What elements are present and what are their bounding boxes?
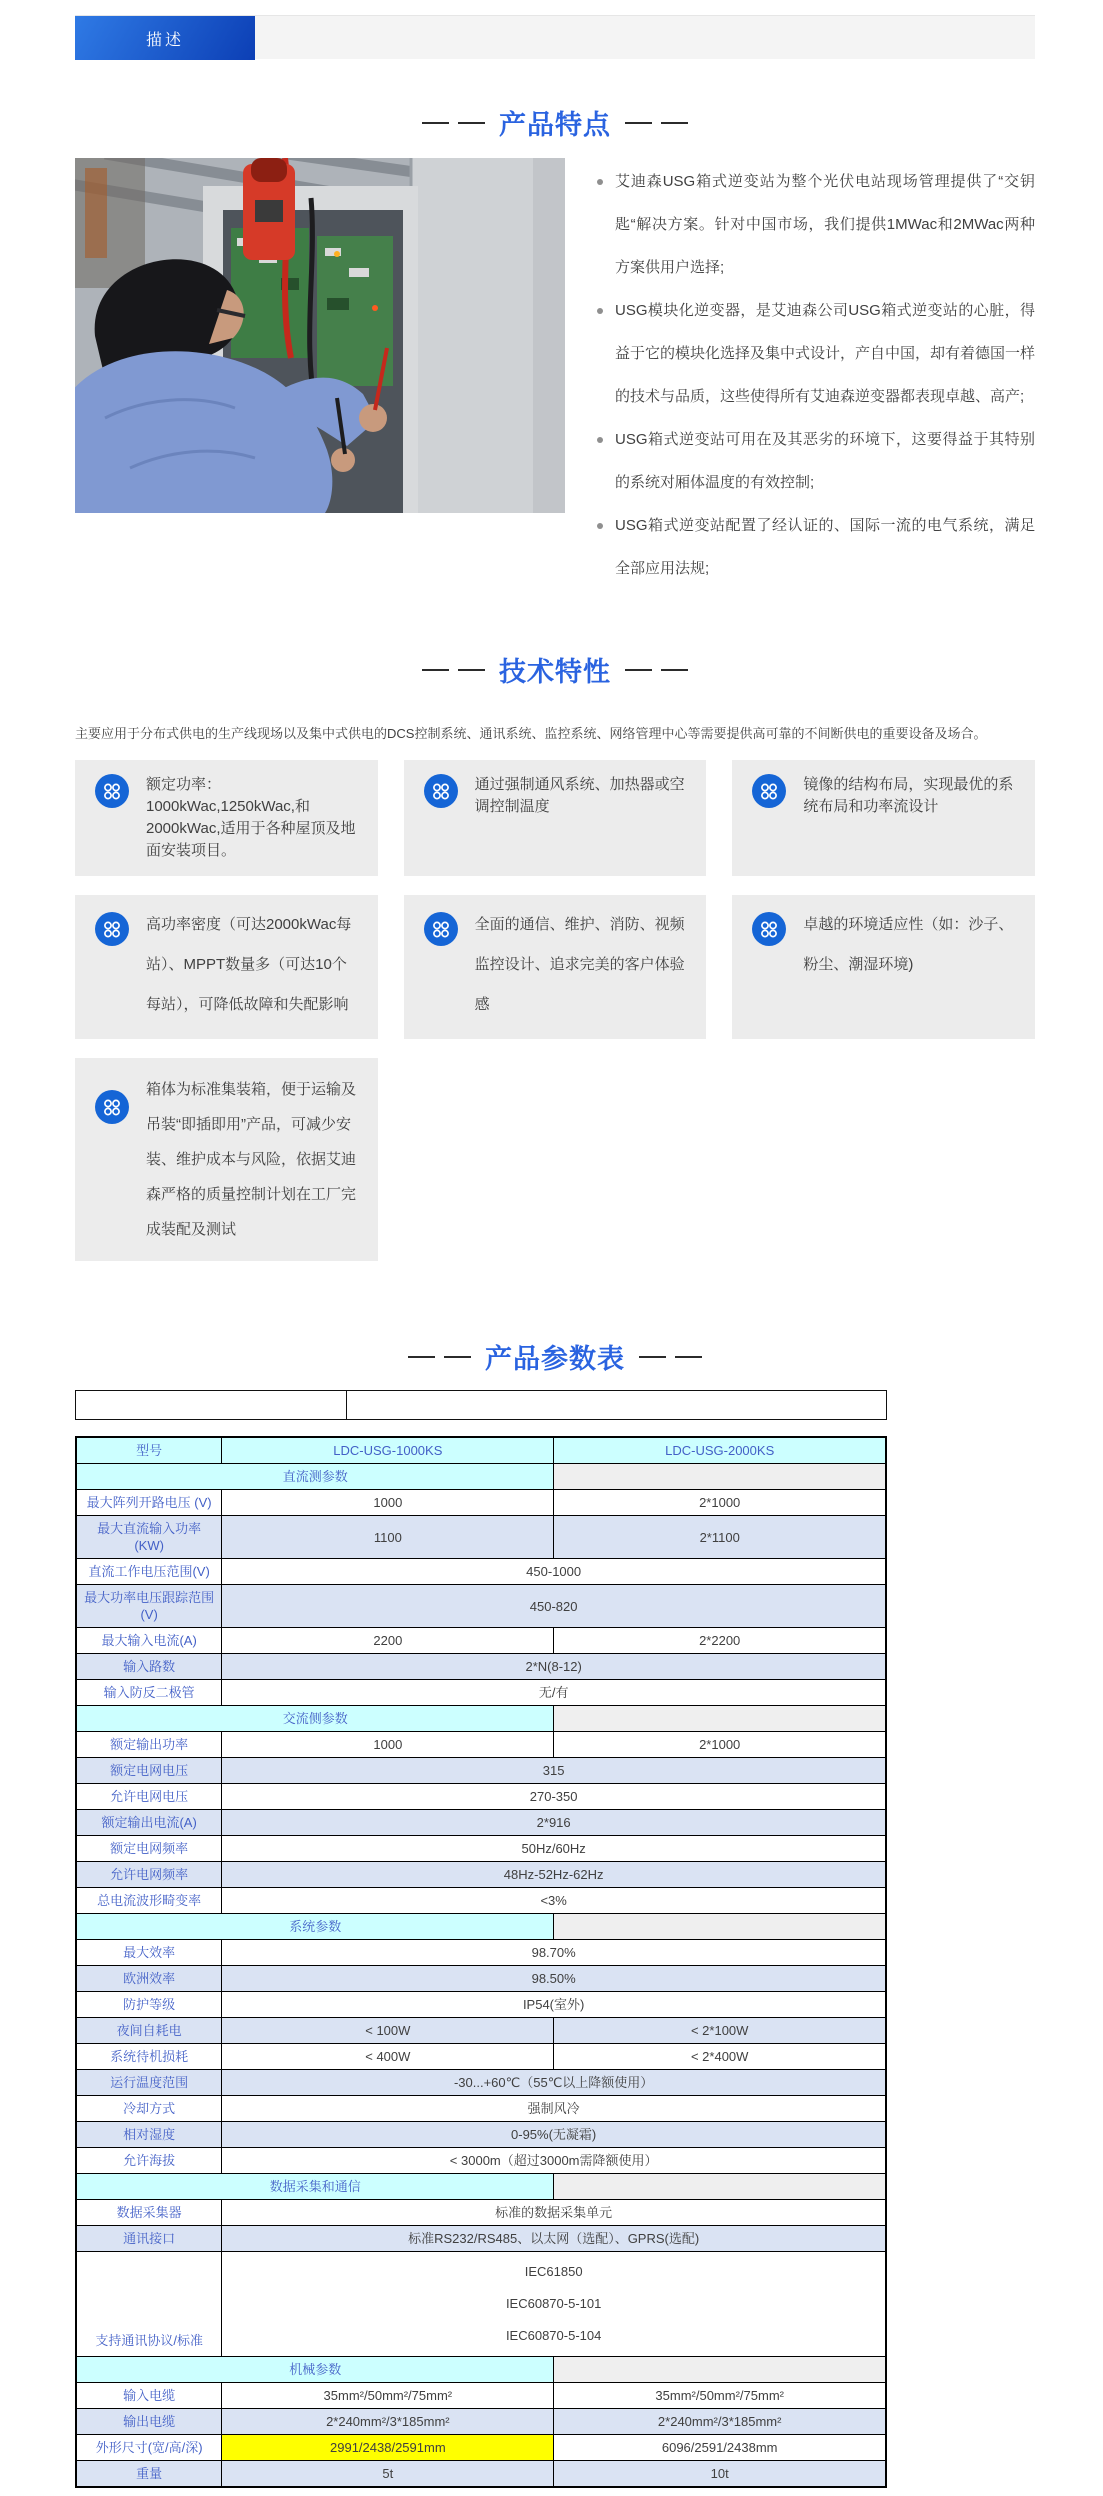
param-row [76,2122,886,2148]
param-row [76,1836,886,1862]
tech-card [404,895,707,1039]
section-empty-cell [554,1914,886,1940]
photo-graphic [75,158,565,513]
param-value: 强制风冷 [222,2096,886,2122]
param-row [76,2435,886,2461]
features-title: 产品特点 [499,110,611,140]
param-value-2000ks: < 2*400W [554,2044,886,2070]
param-value-2000ks: 2*1100 [554,1516,886,1559]
param-label: 系统待机损耗 [76,2044,222,2070]
param-value: 48Hz-52Hz-62Hz [222,1862,886,1888]
section-label: 系统参数 [76,1914,554,1940]
param-label: 通讯接口 [76,2226,222,2252]
protocol-line: IEC60870-5-101 [505,2296,602,2311]
tech-cards-grid [75,760,1035,1261]
param-label: 允许电网电压 [76,1784,222,1810]
param-label: 输入防反二极管 [76,1680,222,1706]
section-label: 数据采集和通信 [76,2174,554,2200]
param-table [75,1436,887,2488]
param-row [76,1758,886,1784]
param-label: 额定电网电压 [76,1758,222,1784]
param-row [76,1654,886,1680]
section-label: 直流测参数 [76,1464,554,1490]
param-value-2000ks: < 2*100W [554,2018,886,2044]
table-section-row [76,2174,886,2200]
param-label: 最大效率 [76,1940,222,1966]
param-row [76,2383,886,2409]
header-model-1000ks: LDC-USG-1000KS [222,1437,554,1464]
param-filter-cell-left [76,1391,347,1419]
param-label: 允许电网频率 [76,1862,222,1888]
section-tech-features [75,650,1035,1261]
param-label: 最大功率电压跟踪范围(V) [76,1585,222,1628]
param-label: 输出电缆 [76,2409,222,2435]
header-model-label: 型号 [76,1437,222,1464]
param-row [76,1810,886,1836]
param-filter-box [75,1390,887,1420]
section-empty-cell [554,2174,886,2200]
param-row [76,1585,886,1628]
param-row [76,1862,886,1888]
section-label: 交流侧参数 [76,1706,554,1732]
tech-card-text: 高功率密度（可达2000kWac每站）、MPPT数量多（可达10个每站），可降低故障和失配影响 [146,916,352,1013]
param-row [76,1940,886,1966]
param-value-1000ks: 5t [222,2461,554,2488]
param-row [76,2148,886,2174]
param-label: 防护等级 [76,1992,222,2018]
param-row [76,2044,886,2070]
param-value-2000ks: 35mm²/50mm²/75mm² [554,2383,886,2409]
param-row [76,1732,886,1758]
param-value-1000ks: < 100W [222,2018,554,2044]
param-row [76,1992,886,2018]
param-value: 50Hz/60Hz [222,1836,886,1862]
grid-dots-icon [95,1090,129,1129]
param-label: 额定输出电流(A) [76,1810,222,1836]
param-label: 最大输入电流(A) [76,1628,222,1654]
param-row [76,2252,886,2357]
features-body [75,158,1035,590]
header-model-2000ks: LDC-USG-2000KS [554,1437,886,1464]
params-title-row [75,1337,1035,1376]
param-label: 支持通讯协议/标准 [76,2252,222,2357]
grid-dots-icon [752,912,786,951]
title-dash-left [422,669,485,671]
param-label: 相对湿度 [76,2122,222,2148]
param-value-1000ks: 35mm²/50mm²/75mm² [222,2383,554,2409]
bullet-text: USG箱式逆变站配置了经认证的、国际一流的电气系统，满足全部应用法规; [615,517,1035,577]
param-label: 欧洲效率 [76,1966,222,1992]
tech-card [404,760,707,876]
bullet-dot-icon [597,437,603,443]
param-value: 450-820 [222,1585,886,1628]
tech-card [75,760,378,876]
tech-card [75,1058,378,1261]
param-value: 315 [222,1758,886,1784]
param-value-1000ks: 1000 [222,1732,554,1758]
tech-card-text: 箱体为标准集装箱，便于运输及吊装“即插即用”产品，可减少安装、维护成本与风险，依据艾迪森严格的质量控制计划在工厂完成装配及测试 [146,1081,357,1238]
title-dash-right [639,1356,702,1358]
title-dash-left [422,122,485,124]
table-section-row [76,2357,886,2383]
param-row [76,1888,886,1914]
param-value: 98.50% [222,1966,886,1992]
section-empty-cell [554,1706,886,1732]
section-label: 机械参数 [76,2357,554,2383]
param-label: 重量 [76,2461,222,2488]
tech-card-text: 全面的通信、维护、消防、视频监控设计、追求完美的客户体验感 [474,916,685,1013]
param-value: 无/有 [222,1680,886,1706]
param-value: <3% [222,1888,886,1914]
param-label: 冷却方式 [76,2096,222,2122]
param-value-list [222,2252,886,2357]
param-value: 2*916 [222,1810,886,1836]
param-label: 最大直流输入功率(KW) [76,1516,222,1559]
bullet-dot-icon [597,308,603,314]
tech-card [732,895,1035,1039]
section-parameters [75,1337,1035,2488]
param-row [76,2226,886,2252]
param-row [76,2070,886,2096]
param-label: 夜间自耗电 [76,2018,222,2044]
feature-bullet [595,504,1035,590]
param-label: 数据采集器 [76,2200,222,2226]
tech-title: 技术特性 [499,657,611,687]
param-label: 输入路数 [76,1654,222,1680]
tab-bar [75,15,1035,59]
param-value: 450-1000 [222,1559,886,1585]
param-label: 额定输出功率 [76,1732,222,1758]
table-section-row [76,1706,886,1732]
grid-dots-icon [752,774,786,813]
table-section-row [76,1914,886,1940]
title-dash-left [408,1356,471,1358]
param-label: 总电流波形畸变率 [76,1888,222,1914]
param-value: 标准的数据采集单元 [222,2200,886,2226]
param-value: < 3000m（超过3000m需降额使用） [222,2148,886,2174]
bullet-dot-icon [597,523,603,529]
param-row [76,1784,886,1810]
tech-card [75,895,378,1039]
param-value-2000ks: 2*240mm²/3*185mm² [554,2409,886,2435]
param-value-2000ks: 2*1000 [554,1490,886,1516]
param-row [76,2018,886,2044]
param-row [76,2461,886,2488]
param-value: -30...+60℃（55℃以上降额使用） [222,2070,886,2096]
param-row [76,1628,886,1654]
param-value-1000ks: < 400W [222,2044,554,2070]
bullet-text: USG模块化逆变器，是艾迪森公司USG箱式逆变站的心脏，得益于它的模块化选择及集中式设计，产自中国，却有着德国一样的技术与品质，这些使得所有艾迪森逆变器都表现卓越、高产; [615,302,1036,405]
param-value: 270-350 [222,1784,886,1810]
grid-dots-icon [424,774,458,813]
param-value-2000ks: 6096/2591/2438mm [554,2435,886,2461]
bullet-dot-icon [597,179,603,185]
tech-card-text: 镜像的结构布局，实现最优的系统布局和功率流设计 [803,776,1014,815]
bullet-text: 艾迪森USG箱式逆变站为整个光伏电站现场管理提供了“交钥匙“解决方案。针对中国市场，我们提供1MWac和2MWac两种方案供用户选择; [615,173,1035,276]
title-dash-right [625,669,688,671]
param-label: 额定电网频率 [76,1836,222,1862]
param-value-1000ks: 2991/2438/2591mm [222,2435,554,2461]
bullet-text: USG箱式逆变站可用在及其恶劣的环境下，这要得益于其特别的系统对厢体温度的有效控制; [615,431,1035,491]
param-label: 运行温度范围 [76,2070,222,2096]
param-label: 外形尺寸(宽/高/深) [76,2435,222,2461]
param-row [76,1966,886,1992]
param-row [76,1680,886,1706]
section-empty-cell [554,2357,886,2383]
grid-dots-icon [95,774,129,813]
feature-bullet [595,418,1035,504]
feature-bullet-list [595,158,1035,590]
feature-bullet [595,160,1035,289]
param-label: 直流工作电压范围(V) [76,1559,222,1585]
param-value: IP54(室外) [222,1992,886,2018]
tech-card-text: 额定功率： 1000kWac,1250kWac,和2000kWac,适用于各种屋顶及地面安装项目。 [146,776,356,859]
feature-bullet [595,289,1035,418]
tech-title-row [75,650,1035,689]
param-value: 2*N(8-12) [222,1654,886,1680]
param-value-1000ks: 1100 [222,1516,554,1559]
param-row [76,2409,886,2435]
param-value: 标准RS232/RS485、以太网（选配）、GPRS(选配) [222,2226,886,2252]
param-row [76,1559,886,1585]
tab-description[interactable]: 描述 [75,16,255,60]
grid-dots-icon [424,912,458,951]
param-value-1000ks: 1000 [222,1490,554,1516]
param-value-2000ks: 2*2200 [554,1628,886,1654]
section-empty-cell [554,1464,886,1490]
param-value-1000ks: 2*240mm²/3*185mm² [222,2409,554,2435]
param-label: 输入电缆 [76,2383,222,2409]
tech-card-text: 通过强制通风系统、加热器或空调控制温度 [474,776,685,815]
param-value-2000ks: 10t [554,2461,886,2488]
param-row [76,1516,886,1559]
params-title: 产品参数表 [485,1344,625,1374]
features-title-row [75,103,1035,142]
tech-intro: 主要应用于分布式供电的生产线现场以及集中式供电的DCS控制系统、通讯系统、监控系统、网络管理中心等需要提供高可靠的不间断供电的重要设备及场合。 [75,726,987,741]
param-row [76,1490,886,1516]
param-row [76,2096,886,2122]
param-label: 允许海拔 [76,2148,222,2174]
protocol-line: IEC60870-5-104 [505,2328,602,2343]
protocol-line: IEC61850 [524,2264,583,2279]
param-value-1000ks: 2200 [222,1628,554,1654]
product-photo [75,158,565,513]
grid-dots-icon [95,912,129,951]
param-filter-cell-right [347,1391,886,1419]
table-section-row [76,1464,886,1490]
param-value-2000ks: 2*1000 [554,1732,886,1758]
param-value: 98.70% [222,1940,886,1966]
param-value: 0-95%(无凝霜) [222,2122,886,2148]
section-product-features [75,103,1035,590]
tech-card-text: 卓越的环境适应性（如：沙子、粉尘、潮湿环境) [803,916,1014,973]
param-row [76,2200,886,2226]
param-label: 最大阵列开路电压 (V) [76,1490,222,1516]
title-dash-right [625,122,688,124]
tech-card [732,760,1035,876]
table-header-row [76,1437,886,1464]
